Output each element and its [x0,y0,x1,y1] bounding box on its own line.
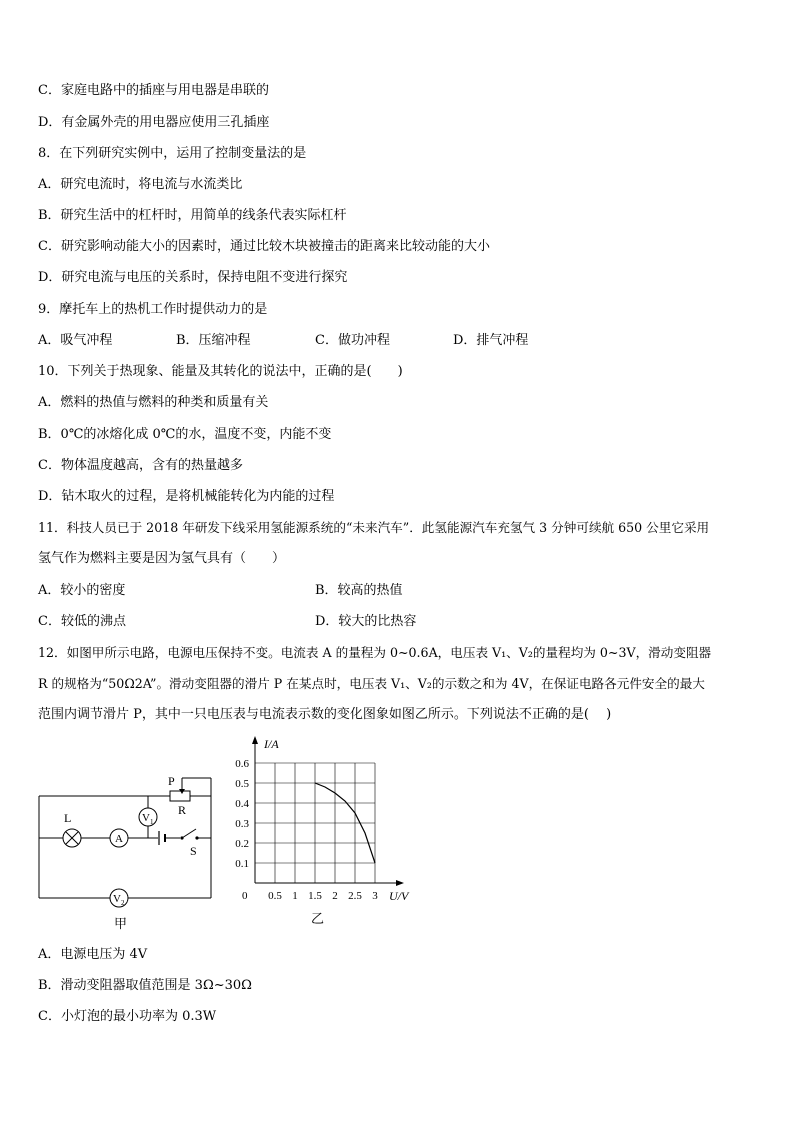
x-tick-label: 2 [332,890,338,902]
label-a: A [115,833,123,845]
option-a-q10: A．燃料的热值与燃料的种类和质量有关 [38,395,269,410]
label-v2-sub: 2 [121,899,125,907]
option-c-q9: C．做功冲程 [315,333,390,348]
switch-icon [180,829,198,840]
label-s: S [190,844,197,858]
label-l: L [64,811,72,825]
tick-labels [235,758,378,902]
y-tick-label: 0.4 [235,798,249,810]
label-v2: V [113,893,121,905]
question-12-line-1: 12．如图甲所示电路，电源电压保持不变。电流表 A 的量程为 0~0.6A，电压表 V₁、V₂的量程均为 0~3V，滑动变阻器 [38,645,712,660]
question-11-line-1: 11．科技人员已于 2018 年研发下线采用氢能源系统的“未来汽车”．此氢能源汽车充氢气 3 分钟可续航 650 公里它采用 [38,520,710,535]
question-10: 10．下列关于热现象、能量及其转化的说法中，正确的是( ) [38,364,403,379]
origin-label: 0 [242,890,248,902]
label-r: R [178,803,187,817]
y-axis-label: I/A [264,737,279,751]
option-b-q10: B．0℃的冰熔化成 0℃的水，温度不变，内能不变 [38,427,332,442]
option-d-q9: D．排气冲程 [453,333,529,348]
y-tick-label: 0.3 [235,818,249,830]
x-tick-label: 1 [292,890,298,902]
x-tick-label: 3 [372,890,378,902]
option-c-q12: C．小灯泡的最小功率为 0.3W [38,1009,217,1024]
question-12-line-3: 范围内调节滑片 P，其中一只电压表与电流表示数的变化图象如图乙所示。下列说法不正确的是( ) [38,707,612,722]
caption-yi: 乙 [311,911,325,926]
x-tick-label: 1.5 [308,890,322,902]
question-8: 8．在下列研究实例中，运用了控制变量法的是 [38,146,307,161]
x-tick-label: 0.5 [268,890,282,902]
battery-icon [159,831,165,845]
grid-lines [255,763,375,883]
option-a-q11: A．较小的密度 [38,583,126,598]
x-tick-label: 2.5 [348,890,362,902]
option-d-q8: D．研究电流与电压的关系时，保持电阻不变进行探究 [38,270,348,285]
x-axis-arrow-icon [396,880,404,886]
option-d-q11: D．较大的比热容 [315,614,417,629]
option-b-q9: B．压缩冲程 [176,333,251,348]
option-b-q8: B．研究生活中的杠杆时，用简单的线条代表实际杠杆 [38,208,347,223]
option-c-q7: C．家庭电路中的插座与用电器是串联的 [38,83,269,98]
option-c-q11: C．较低的沸点 [38,614,126,629]
lamp-icon [63,829,81,847]
question-11-line-2: 氢气作为燃料主要是因为氢气具有（ ） [38,551,286,566]
y-tick-label: 0.2 [235,838,249,850]
label-v1-sub: 1 [150,818,154,826]
question-9: 9．摩托车上的热机工作时提供动力的是 [38,302,268,317]
x-axis-label: U/V [389,889,409,903]
option-a-q8: A．研究电流时，将电流与水流类比 [38,177,243,192]
y-axis-arrow-icon [252,736,258,744]
option-d-q7: D．有金属外壳的用电器应使用三孔插座 [38,115,270,130]
y-tick-label: 0.6 [235,758,249,770]
circuit-diagram [30,768,230,933]
option-b-q12: B．滑动变阻器取值范围是 3Ω~30Ω [38,978,252,993]
option-a-q12: A．电源电压为 4V [38,947,148,962]
option-a-q9: A．吸气冲程 [38,333,113,348]
option-c-q8: C．研究影响动能大小的因素时，通过比较木块被撞击的距离来比较动能的大小 [38,239,490,254]
option-d-q10: D．钻木取火的过程，是将机械能转化为内能的过程 [38,489,335,504]
question-12-line-2: R 的规格为“50Ω2A”。滑动变阻器的滑片 P 在某点时，电压表 V₁、V₂的示数之和为 4V，在保证电路各元件安全的最大 [38,676,705,691]
y-tick-label: 0.1 [235,858,249,870]
option-c-q10: C．物体温度越高，含有的热量越多 [38,458,243,473]
caption-jia: 甲 [114,916,128,931]
rheostat-resistor [170,791,190,801]
y-tick-label: 0.5 [235,778,249,790]
label-p: P [168,774,175,788]
label-v1: V [142,812,150,824]
iv-graph [228,730,428,935]
option-b-q11: B．较高的热值 [315,583,403,598]
